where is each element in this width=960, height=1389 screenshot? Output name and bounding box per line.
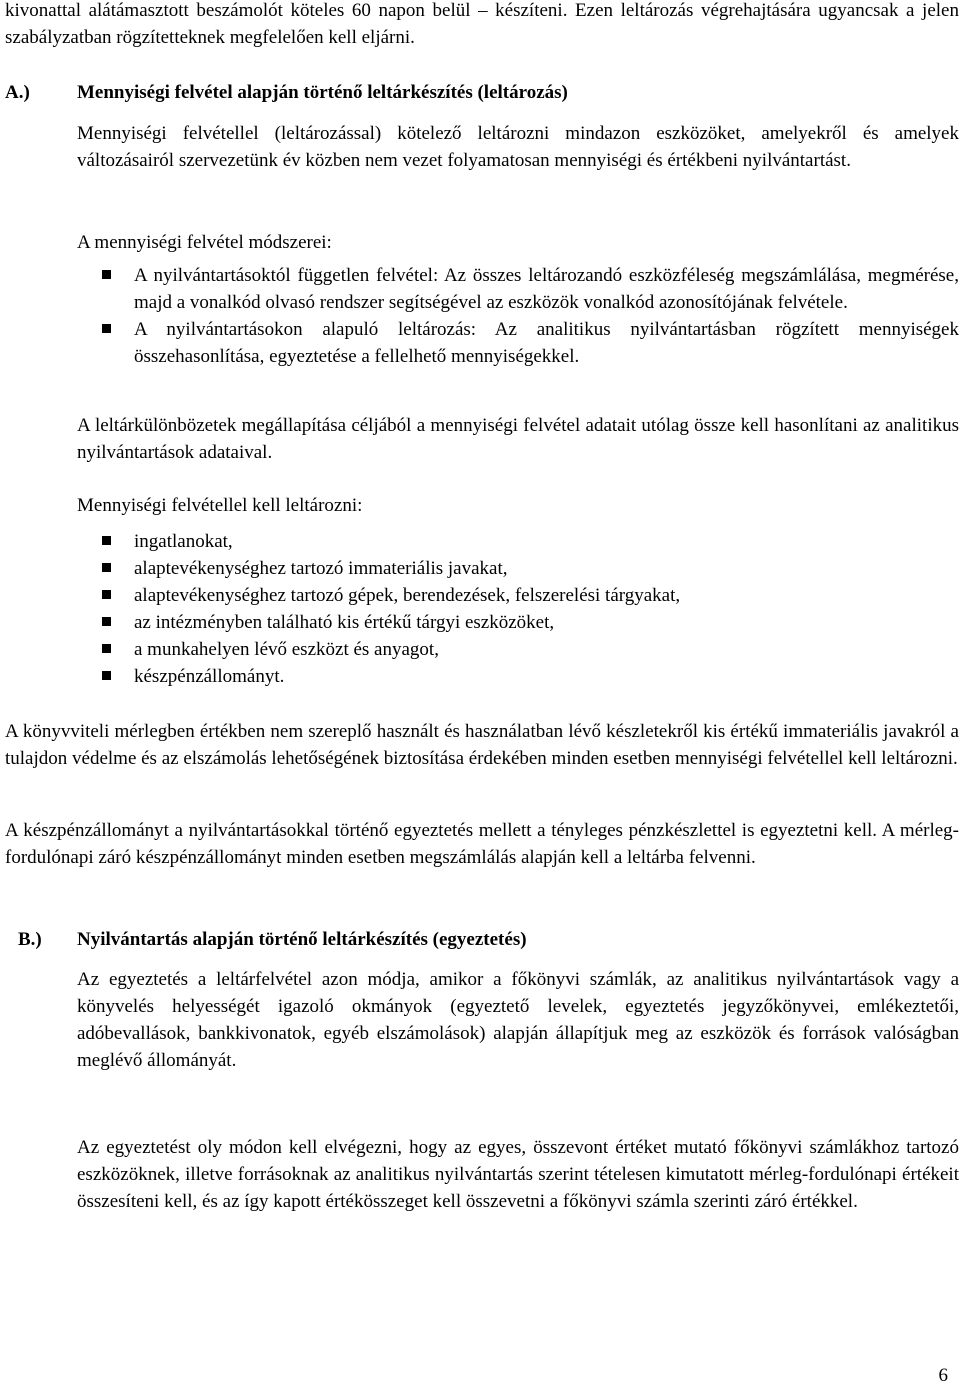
method-text: A nyilvántartásokon alapuló leltározás: Az analitikus nyilvántartásban rögzített mennyiségek összehasonlítása, egyeztetése a fellelhető mennyiségekkel.	[134, 319, 959, 367]
bullet-square-icon	[102, 563, 111, 572]
methods-list	[77, 262, 959, 370]
item-text: alaptevékenységhez tartozó gépek, berendezések, felszerelési tárgyakat,	[134, 585, 681, 606]
section-b-paragraph-1: Az egyeztetés a leltárfelvétel azon módja, amikor a főkönyvi számlák, az analitikus nyilvántartások vagy a könyvelés helyességét igazoló okmányok (egyeztető levelek, egyeztetés jegyzőkönyvei, emlékeztetői, adóbevallások, bankkivonatok, egyéb elszámolások) alapján állapítjuk meg az eszközök és források valóságban meglévő állományát.	[77, 969, 959, 1071]
bullet-square-icon	[102, 671, 111, 680]
list-item	[77, 582, 959, 609]
section-a-marker: A.)	[5, 82, 30, 103]
items-label: Mennyiségi felvétellel kell leltározni:	[77, 495, 363, 516]
bullet-square-icon	[102, 617, 111, 626]
section-a-paragraph-1: Mennyiségi felvétellel (leltározással) kötelező leltározni mindazon eszközöket, amelyekről és amelyek változásairól szervezetünk év közben nem vezet folyamatosan mennyiségi és értékbeni nyilvántartást.	[77, 123, 959, 171]
bullet-square-icon	[102, 644, 111, 653]
list-item	[77, 262, 959, 316]
methods-label: A mennyiségi felvétel módszerei:	[77, 232, 332, 253]
list-item	[77, 555, 959, 582]
item-text: az intézményben található kis értékű tárgyi eszközöket,	[134, 612, 555, 633]
bullet-square-icon	[102, 590, 111, 599]
section-a-heading	[5, 79, 959, 106]
section-b-heading	[5, 926, 959, 953]
section-b-paragraph-2: Az egyeztetést oly módon kell elvégezni, hogy az egyes, összevont értéket mutató főkönyvi számlákhoz tartozó eszközöknek, illetve forrásoknak az analitikus nyilvántartás szerint tételesen kimutatott mérleg-fordulónapi értékeit összesíteni kell, és az így kapott értékösszeget kell összevetni a főkönyvi számla szerinti záró értékkel.	[77, 1137, 959, 1212]
list-item	[77, 636, 959, 663]
list-item	[77, 609, 959, 636]
bullet-square-icon	[102, 536, 111, 545]
list-item	[77, 528, 959, 555]
section-b-marker: B.)	[18, 929, 42, 950]
section-a-paragraph-2: A leltárkülönbözetek megállapítása céljából a mennyiségi felvétel adatait utólag össze kell hasonlítani az analitikus nyilvántartások adataival.	[77, 415, 959, 463]
item-text: alaptevékenységhez tartozó immateriális javakat,	[134, 558, 508, 579]
page-number: 6	[938, 1365, 948, 1386]
section-b-title: Nyilvántartás alapján történő leltárkészítés (egyeztetés)	[77, 929, 527, 950]
item-text: ingatlanokat,	[134, 531, 233, 552]
items-list	[77, 528, 959, 690]
section-a-title: Mennyiségi felvétel alapján történő leltárkészítés (leltározás)	[77, 82, 568, 103]
bullet-square-icon	[102, 270, 111, 279]
section-a-paragraph-4: A készpénzállományt a nyilvántartásokkal történő egyeztetés mellett a tényleges pénzkészlettel is egyeztetni kell. A mérleg-fordulónapi záró készpénzállományt minden esetben megszámlálás alapján kell a leltárba felvenni.	[5, 820, 959, 868]
item-text: készpénzállományt.	[134, 666, 285, 687]
bullet-square-icon	[102, 324, 111, 333]
intro-paragraph: kivonattal alátámasztott beszámolót köteles 60 napon belül – készíteni. Ezen leltározás végrehajtására ugyancsak a jelen szabályzatban rögzítetteknek megfelelően kell eljárni.	[5, 0, 959, 48]
method-text: A nyilvántartásoktól független felvétel: Az összes leltározandó eszközféleség megszámlálása, megmérése, majd a vonalkód olvasó rendszer segítségével az eszközök vonalkód azonosítójának felvétele.	[134, 265, 959, 313]
section-a-paragraph-3: A könyvviteli mérlegben értékben nem szereplő használt és használatban lévő készletekről kis értékű immateriális javakról a tulajdon védelme és az elszámolás lehetőségének biztosítása érdekében minden esetben mennyiségi felvétellel kell leltározni.	[5, 721, 959, 769]
item-text: a munkahelyen lévő eszközt és anyagot,	[134, 639, 439, 660]
list-item	[77, 663, 959, 690]
list-item	[77, 316, 959, 370]
